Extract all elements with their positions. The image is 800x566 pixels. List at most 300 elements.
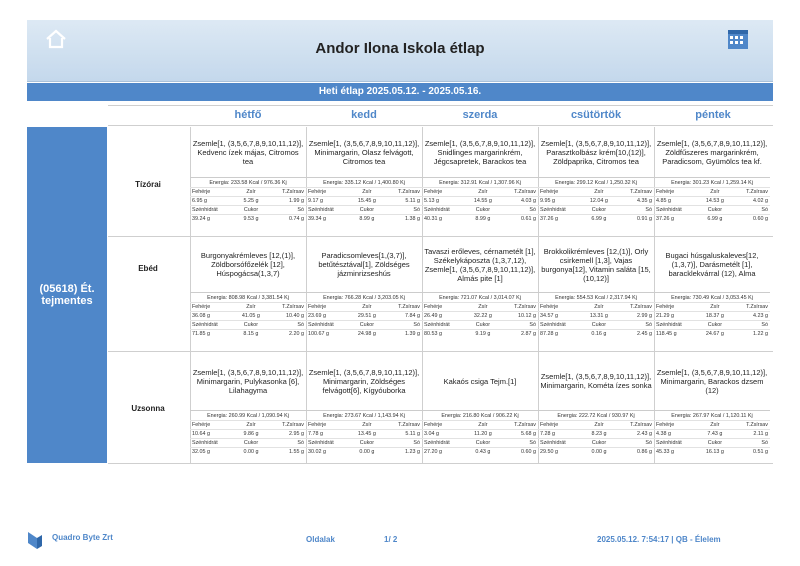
energy-value: Energia: 730.49 Kcal / 3,053.45 Kj <box>654 292 770 302</box>
sugar-label: Cukor <box>234 321 267 330</box>
carb-label: Szénhidrát <box>190 439 236 448</box>
sugar-label: Cukor <box>584 439 614 448</box>
sat-fat-value: 10.40 g <box>267 312 306 321</box>
fat-value: 13.31 g <box>582 312 615 321</box>
sugar-value: 0.00 g <box>236 448 266 457</box>
sugar-label: Cukor <box>236 206 266 215</box>
nutrition-table <box>654 420 770 457</box>
sat-fat-label: T.Zsírsav <box>383 303 422 312</box>
nutrition-table <box>190 302 306 339</box>
salt-label: Só <box>267 321 306 330</box>
carb-label: Szénhidrát <box>190 321 234 330</box>
carb-label: Szénhidrát <box>538 321 582 330</box>
print-stamp: 2025.05.12. 7:54:17 | QB - Élelem <box>597 535 721 544</box>
sat-fat-value: 7.84 g <box>383 312 422 321</box>
protein-label: Fehérje <box>422 303 466 312</box>
protein-label: Fehérje <box>538 421 584 430</box>
sugar-value: 16.13 g <box>698 448 731 457</box>
menu-cell-monday <box>190 352 306 457</box>
nutrition-table <box>306 420 422 457</box>
sat-fat-label: T.Zsírsav <box>615 188 654 197</box>
menu-cell-monday <box>190 127 306 224</box>
salt-value: 2.87 g <box>499 330 538 339</box>
fat-value: 29.51 g <box>350 312 383 321</box>
company-name: Quadro Byte Zrt <box>52 533 113 542</box>
sugar-label: Cukor <box>698 439 731 448</box>
sat-fat-label: T.Zsírsav <box>499 421 538 430</box>
protein-value: 9.95 g <box>538 197 582 206</box>
menu-cell-friday <box>654 352 770 457</box>
dish-text: Zsemle[1, (3,5,6,7,8,9,10,11,12)], Minimargarin, Zöldséges felvágott[6], Kígyóuborka <box>308 367 420 395</box>
carb-value: 27.20 g <box>422 448 467 457</box>
carb-value: 100.67 g <box>306 330 350 339</box>
fat-value: 5.25 g <box>236 197 266 206</box>
sugar-value: 0.16 g <box>582 330 615 339</box>
table-row <box>306 430 422 439</box>
dish-text: Zsemle[1, (3,5,6,7,8,9,10,11,12)], Zöldfűszeres margarinkrém, Paradicsom, Gyümölcs tea kf. <box>656 138 768 166</box>
protein-value: 10.64 g <box>190 430 236 439</box>
dish-description <box>538 237 654 292</box>
table-row <box>538 188 654 197</box>
salt-value: 1.39 g <box>383 330 422 339</box>
carb-label: Szénhidrát <box>538 206 582 215</box>
salt-value: 2.20 g <box>267 330 306 339</box>
table-row <box>306 448 422 457</box>
sat-fat-value: 1.99 g <box>266 197 306 206</box>
protein-label: Fehérje <box>306 188 350 197</box>
carb-value: 118.45 g <box>654 330 698 339</box>
salt-label: Só <box>615 321 654 330</box>
fat-label: Zsír <box>467 421 499 430</box>
carb-label: Szénhidrát <box>306 439 350 448</box>
sugar-label: Cukor <box>350 321 383 330</box>
nutrition-table <box>306 302 422 339</box>
salt-value: 0.61 g <box>499 215 538 224</box>
table-row <box>538 439 654 448</box>
salt-label: Só <box>499 439 538 448</box>
salt-label: Só <box>266 206 306 215</box>
nutrition-table <box>538 420 654 457</box>
salt-label: Só <box>731 321 770 330</box>
table-row <box>538 448 654 457</box>
salt-label: Só <box>499 321 538 330</box>
fat-value: 8.23 g <box>584 430 614 439</box>
protein-label: Fehérje <box>654 188 698 197</box>
meal-label-ebed: Ebéd <box>138 264 158 273</box>
energy-value: Energia: 312.91 Kcal / 1,307.96 Kj <box>422 177 538 187</box>
energy-value: Energia: 554.53 Kcal / 2,317.94 Kj <box>538 292 654 302</box>
fat-value: 14.55 g <box>466 197 499 206</box>
dish-text: Zsemle[1, (3,5,6,7,8,9,10,11,12)], Minimargarin, Kométa ízes sonka <box>540 372 652 390</box>
dish-description <box>654 127 770 177</box>
salt-label: Só <box>731 439 770 448</box>
sugar-label: Cukor <box>466 321 499 330</box>
table-row <box>422 312 538 321</box>
table-row <box>306 439 422 448</box>
table-row <box>422 421 538 430</box>
dish-description <box>190 127 306 177</box>
day-header-wednesday: szerda <box>462 109 498 121</box>
table-row <box>306 303 422 312</box>
salt-label: Só <box>383 439 422 448</box>
protein-label: Fehérje <box>654 303 698 312</box>
carb-value: 80.53 g <box>422 330 466 339</box>
sugar-label: Cukor <box>582 206 615 215</box>
menu-cell-monday <box>190 237 306 339</box>
sugar-value: 0.00 g <box>584 448 614 457</box>
salt-value: 0.91 g <box>615 215 654 224</box>
protein-value: 4.85 g <box>654 197 698 206</box>
diet-group-label: (05618) Ét. tejmentes <box>27 127 107 463</box>
energy-value: Energia: 260.99 Kcal / 1,090.94 Kj <box>190 410 306 420</box>
table-row <box>422 197 538 206</box>
dish-text: Kakaós csiga Tejm.[1] <box>443 376 517 386</box>
table-row <box>306 321 422 330</box>
nutrition-table <box>538 302 654 339</box>
sugar-label: Cukor <box>582 321 615 330</box>
menu-cell-wednesday <box>422 352 538 457</box>
sugar-value: 9.53 g <box>236 215 266 224</box>
dish-description <box>654 237 770 292</box>
fat-value: 13.45 g <box>350 430 383 439</box>
table-row <box>190 206 306 215</box>
salt-value: 0.51 g <box>731 448 770 457</box>
sat-fat-value: 5.68 g <box>499 430 538 439</box>
sugar-label: Cukor <box>236 439 266 448</box>
energy-value: Energia: 222.72 Kcal / 930.97 Kj <box>538 410 654 420</box>
energy-value: Energia: 233.58 Kcal / 976.36 Kj <box>190 177 306 187</box>
fat-label: Zsír <box>698 303 731 312</box>
table-row <box>422 215 538 224</box>
sat-fat-label: T.Zsírsav <box>731 303 770 312</box>
carb-label: Szénhidrát <box>306 321 350 330</box>
sat-fat-label: T.Zsírsav <box>266 421 306 430</box>
carb-value: 30.02 g <box>306 448 350 457</box>
fat-label: Zsír <box>584 421 614 430</box>
salt-label: Só <box>266 439 306 448</box>
carb-label: Szénhidrát <box>190 206 236 215</box>
protein-value: 21.29 g <box>654 312 698 321</box>
dish-text: Brokkolikrémleves [12,(1)], Orly csirkemell [1,3], Vajas burgonya[12], Vitamin saláta [15,(10,12)] <box>541 246 651 283</box>
carb-label: Szénhidrát <box>654 321 698 330</box>
sugar-label: Cukor <box>350 206 383 215</box>
sat-fat-label: T.Zsírsav <box>383 421 422 430</box>
menu-cell-tuesday <box>306 352 422 457</box>
table-row <box>538 303 654 312</box>
sugar-value: 9.19 g <box>466 330 499 339</box>
fat-value: 41.05 g <box>234 312 267 321</box>
table-row <box>306 421 422 430</box>
table-row <box>190 197 306 206</box>
table-row <box>190 321 306 330</box>
carb-label: Szénhidrát <box>654 206 698 215</box>
sat-fat-value: 2.95 g <box>266 430 306 439</box>
sat-fat-label: T.Zsírsav <box>266 188 306 197</box>
table-row <box>190 421 306 430</box>
nutrition-table <box>538 187 654 224</box>
salt-value: 1.22 g <box>731 330 770 339</box>
protein-label: Fehérje <box>190 188 236 197</box>
sugar-label: Cukor <box>698 321 731 330</box>
week-range-bar: Heti étlap 2025.05.12. - 2025.05.16. <box>27 83 773 101</box>
table-row <box>422 430 538 439</box>
table-row <box>538 330 654 339</box>
menu-cell-tuesday <box>306 127 422 224</box>
menu-cell-thursday <box>538 352 654 457</box>
fat-value: 14.53 g <box>698 197 731 206</box>
dish-text: Zsemle[1, (3,5,6,7,8,9,10,11,12)], Snidlinges margarinkrém, Jégcsapretek, Barackos tea <box>424 138 536 166</box>
table-row <box>538 421 654 430</box>
dish-description <box>306 352 422 410</box>
table-row <box>422 303 538 312</box>
sugar-value: 0.00 g <box>350 448 383 457</box>
menu-cell-thursday <box>538 237 654 339</box>
dish-description <box>422 352 538 410</box>
table-row <box>654 303 770 312</box>
protein-label: Fehérje <box>190 421 236 430</box>
sugar-value: 8.99 g <box>466 215 499 224</box>
dish-description <box>190 237 306 292</box>
energy-value: Energia: 273.67 Kcal / 1,143.94 Kj <box>306 410 422 420</box>
dish-description <box>538 352 654 410</box>
dish-text: Bugaci húsgaluskaleves[12, (1,3,7)], Darásmetélt [1], baracklekvárral (12), Alma <box>665 251 759 278</box>
menu-cell-thursday <box>538 127 654 224</box>
nutrition-table <box>422 420 538 457</box>
meal-label-tizorai: Tízórai <box>135 180 161 189</box>
carb-value: 87.28 g <box>538 330 582 339</box>
energy-value: Energia: 335.12 Kcal / 1,400.80 Kj <box>306 177 422 187</box>
fat-value: 12.04 g <box>582 197 615 206</box>
salt-label: Só <box>383 321 422 330</box>
sat-fat-label: T.Zsírsav <box>731 421 770 430</box>
nutrition-table <box>654 302 770 339</box>
sugar-value: 6.99 g <box>698 215 731 224</box>
sat-fat-value: 5.11 g <box>383 197 422 206</box>
sat-fat-value: 4.02 g <box>731 197 770 206</box>
sugar-value: 24.98 g <box>350 330 383 339</box>
page-footer <box>0 530 800 550</box>
sugar-label: Cukor <box>466 206 499 215</box>
fat-label: Zsír <box>466 188 499 197</box>
carb-value: 37.26 g <box>654 215 698 224</box>
carb-label: Szénhidrát <box>306 206 350 215</box>
carb-label: Szénhidrát <box>538 439 584 448</box>
fat-value: 18.37 g <box>698 312 731 321</box>
sugar-label: Cukor <box>698 206 731 215</box>
protein-value: 3.04 g <box>422 430 467 439</box>
table-row <box>306 312 422 321</box>
sat-fat-label: T.Zsírsav <box>267 303 306 312</box>
dish-description <box>422 237 538 292</box>
sat-fat-value: 4.23 g <box>731 312 770 321</box>
pages-label: Oldalak <box>306 535 335 544</box>
fat-value: 9.86 g <box>236 430 266 439</box>
dish-description <box>538 127 654 177</box>
protein-label: Fehérje <box>538 303 582 312</box>
table-row <box>654 448 770 457</box>
menu-cell-friday <box>654 127 770 224</box>
protein-value: 7.78 g <box>306 430 350 439</box>
carb-value: 37.26 g <box>538 215 582 224</box>
table-row <box>654 188 770 197</box>
carb-value: 39.34 g <box>306 215 350 224</box>
protein-value: 7.28 g <box>538 430 584 439</box>
dish-text: Zsemle[1, (3,5,6,7,8,9,10,11,12)], Minimargarin, Pulykasonka [6], Lilahagyma <box>192 367 304 395</box>
salt-label: Só <box>731 206 770 215</box>
salt-value: 0.86 g <box>614 448 654 457</box>
protein-value: 26.49 g <box>422 312 466 321</box>
table-row <box>190 188 306 197</box>
menu-cell-tuesday <box>306 237 422 339</box>
fat-label: Zsír <box>350 421 383 430</box>
table-row <box>538 321 654 330</box>
sat-fat-label: T.Zsírsav <box>383 188 422 197</box>
table-row <box>306 215 422 224</box>
protein-label: Fehérje <box>422 421 467 430</box>
salt-value: 2.45 g <box>615 330 654 339</box>
sugar-value: 8.99 g <box>350 215 383 224</box>
sugar-value: 24.67 g <box>698 330 731 339</box>
dish-description <box>306 127 422 177</box>
divider <box>108 463 773 464</box>
dish-text: Burgonyakrémleves [12,(1)], Zöldborsófőzelék [12], Húspogácsa(1,3,7) <box>200 251 296 278</box>
dish-description <box>306 237 422 292</box>
menu-cell-friday <box>654 237 770 339</box>
table-row <box>538 430 654 439</box>
table-row <box>654 430 770 439</box>
dish-text: Zsemle[1, (3,5,6,7,8,9,10,11,12)], Kedvenc ízek májas, Citromos tea <box>192 138 304 166</box>
table-row <box>654 215 770 224</box>
dish-description <box>422 127 538 177</box>
day-header-thursday: csütörtök <box>570 109 622 121</box>
carb-label: Szénhidrát <box>654 439 698 448</box>
fat-value: 11.20 g <box>467 430 499 439</box>
day-header-row <box>27 105 773 125</box>
table-row <box>422 330 538 339</box>
menu-cell-wednesday <box>422 237 538 339</box>
salt-value: 0.74 g <box>266 215 306 224</box>
salt-label: Só <box>614 439 654 448</box>
fat-label: Zsír <box>350 188 383 197</box>
fat-value: 32.22 g <box>466 312 499 321</box>
fat-value: 7.43 g <box>698 430 731 439</box>
sugar-label: Cukor <box>467 439 499 448</box>
table-row <box>422 206 538 215</box>
table-row <box>190 215 306 224</box>
sat-fat-label: T.Zsírsav <box>615 303 654 312</box>
salt-value: 1.38 g <box>383 215 422 224</box>
sat-fat-label: T.Zsírsav <box>614 421 654 430</box>
table-row <box>654 206 770 215</box>
energy-value: Energia: 299.12 Kcal / 1,250.32 Kj <box>538 177 654 187</box>
salt-value: 1.55 g <box>266 448 306 457</box>
fat-label: Zsír <box>236 188 266 197</box>
protein-label: Fehérje <box>422 188 466 197</box>
energy-value: Energia: 301.23 Kcal / 1,259.14 Kj <box>654 177 770 187</box>
fat-label: Zsír <box>698 421 731 430</box>
protein-label: Fehérje <box>306 303 350 312</box>
sat-fat-value: 2.43 g <box>614 430 654 439</box>
table-row <box>538 197 654 206</box>
fat-value: 15.45 g <box>350 197 383 206</box>
energy-value: Energia: 721.07 Kcal / 3,014.07 Kj <box>422 292 538 302</box>
table-row <box>654 330 770 339</box>
fat-label: Zsír <box>234 303 267 312</box>
sugar-value: 8.15 g <box>234 330 267 339</box>
salt-label: Só <box>383 206 422 215</box>
table-row <box>190 330 306 339</box>
protein-label: Fehérje <box>538 188 582 197</box>
table-row <box>422 448 538 457</box>
quadro-logo-icon <box>27 530 43 550</box>
day-header-tuesday: kedd <box>351 109 377 121</box>
nutrition-table <box>306 187 422 224</box>
sat-fat-value: 10.12 g <box>499 312 538 321</box>
carb-value: 71.85 g <box>190 330 234 339</box>
dish-description <box>190 352 306 410</box>
page-number: 1/ 2 <box>384 535 398 544</box>
sat-fat-value: 4.03 g <box>499 197 538 206</box>
sugar-label: Cukor <box>350 439 383 448</box>
divider <box>108 105 773 106</box>
carb-value: 39.24 g <box>190 215 236 224</box>
fat-label: Zsír <box>236 421 266 430</box>
menu-grid <box>190 127 773 463</box>
carb-label: Szénhidrát <box>422 206 466 215</box>
sat-fat-value: 2.99 g <box>615 312 654 321</box>
table-row <box>654 421 770 430</box>
dish-text: Zsemle[1, (3,5,6,7,8,9,10,11,12)], Minimargarin, Olasz felvágott, Citromos tea <box>308 138 420 166</box>
menu-cell-wednesday <box>422 127 538 224</box>
table-row <box>654 321 770 330</box>
protein-value: 6.95 g <box>190 197 236 206</box>
protein-value: 23.69 g <box>306 312 350 321</box>
salt-value: 0.60 g <box>499 448 538 457</box>
carb-value: 32.05 g <box>190 448 236 457</box>
carb-value: 29.50 g <box>538 448 584 457</box>
nutrition-table <box>654 187 770 224</box>
table-row <box>306 188 422 197</box>
energy-value: Energia: 216.80 Kcal / 906.22 Kj <box>422 410 538 420</box>
sat-fat-value: 4.35 g <box>615 197 654 206</box>
sugar-value: 6.99 g <box>582 215 615 224</box>
table-row <box>306 206 422 215</box>
table-row <box>306 197 422 206</box>
nutrition-table <box>422 187 538 224</box>
table-row <box>422 188 538 197</box>
calendar-icon[interactable] <box>727 28 749 50</box>
sat-fat-label: T.Zsírsav <box>499 188 538 197</box>
fat-label: Zsír <box>698 188 731 197</box>
fat-label: Zsír <box>582 188 615 197</box>
fat-label: Zsír <box>466 303 499 312</box>
protein-label: Fehérje <box>654 421 698 430</box>
energy-value: Energia: 808.98 Kcal / 3,381.54 Kj <box>190 292 306 302</box>
table-row <box>538 215 654 224</box>
carb-label: Szénhidrát <box>422 439 467 448</box>
table-row <box>654 312 770 321</box>
table-row <box>654 439 770 448</box>
day-header-monday: hétfő <box>234 109 262 121</box>
protein-label: Fehérje <box>306 421 350 430</box>
fat-label: Zsír <box>582 303 615 312</box>
protein-value: 9.17 g <box>306 197 350 206</box>
table-row <box>538 206 654 215</box>
salt-value: 1.23 g <box>383 448 422 457</box>
sat-fat-value: 5.11 g <box>383 430 422 439</box>
carb-value: 40.31 g <box>422 215 466 224</box>
sugar-value: 0.43 g <box>467 448 499 457</box>
